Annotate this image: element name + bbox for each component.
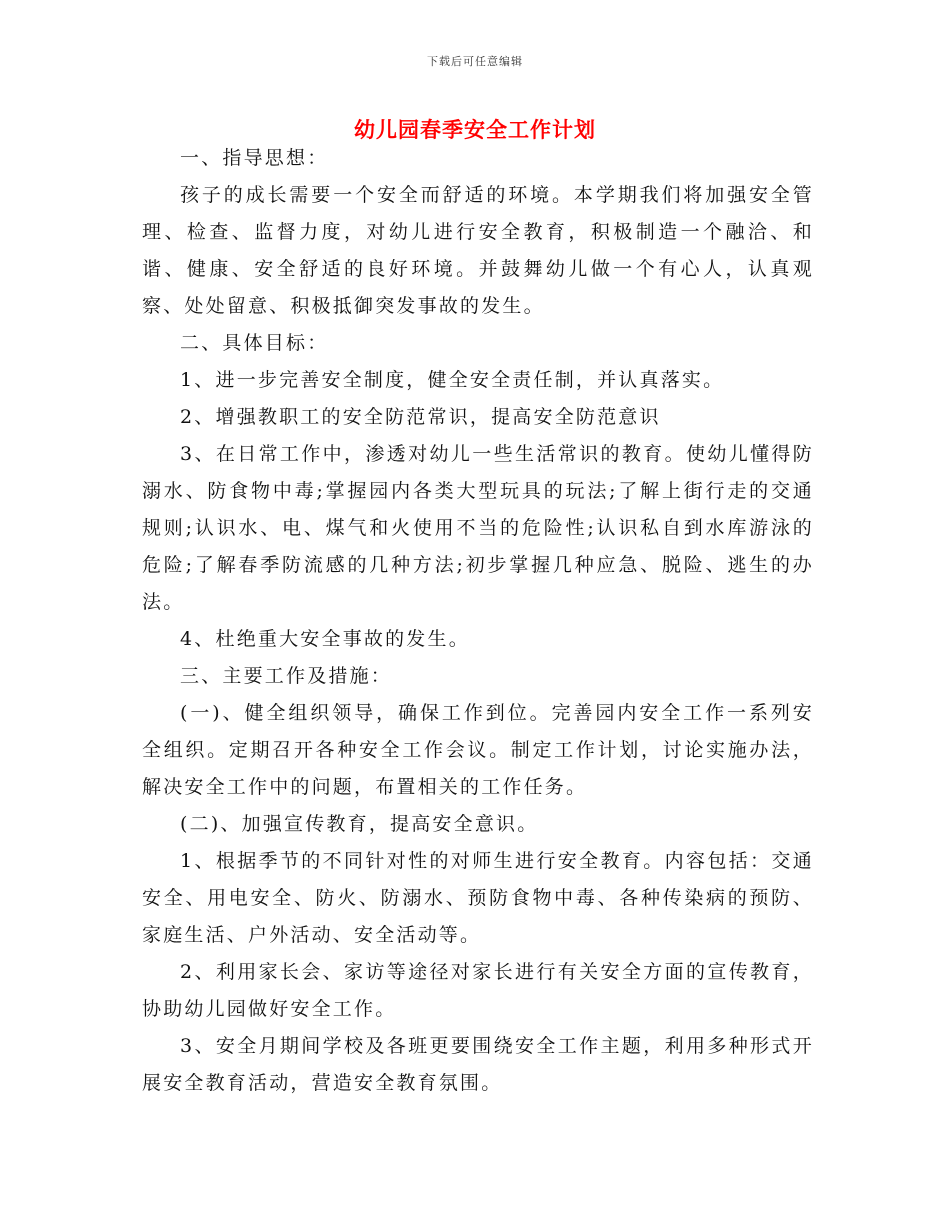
subsection-heading: (二)、加强宣传教育，提高安全意识。 — [180, 813, 539, 835]
paragraph: 2、增强教职工的安全防范常识，提高安全防范意识 — [180, 406, 661, 428]
document-title: 幼儿园春季安全工作计划 — [354, 117, 596, 142]
paragraph: 孩子的成长需要一个安全而舒适的环境。本学期我们将加强安全管理、检查、监督力度，对幼儿进行安全教育，积极制造一个融洽、和谐、健康、安全舒适的良好环境。并鼓舞幼儿做一个有心人，认真观察、处处留意、积极抵御突发事故的发生。 — [142, 184, 814, 317]
paragraph: 3、在日常工作中，渗透对幼儿一些生活常识的教育。使幼儿懂得防溺水、防食物中毒;掌握园内各类大型玩具的玩法;了解上街行走的交通规则;认识水、电、煤气和火使用不当的危险性;认识私自到水库游泳的危险;了解春季防流感的几种方法;初步掌握几种应急、脱险、逃生的办法。 — [142, 443, 814, 613]
paragraph: 1、根据季节的不同针对性的对师生进行安全教育。内容包括：交通安全、用电安全、防火、防溺水、预防食物中毒、各种传染病的预防、家庭生活、户外活动、安全活动等。 — [142, 850, 814, 946]
paragraph: 1、进一步完善安全制度，健全安全责任制，并认真落实。 — [180, 369, 725, 391]
paragraph: 4、杜绝重大安全事故的发生。 — [180, 628, 470, 650]
paragraph: 3、安全月期间学校及各班更要围绕安全工作主题，利用多种形式开展安全教育活动，营造安全教育氛围。 — [142, 1035, 814, 1094]
paragraph: (一)、健全组织领导，确保工作到位。完善园内安全工作一系列安全组织。定期召开各种安全工作会议。制定工作计划，讨论实施办法，解决安全工作中的问题，布置相关的工作任务。 — [142, 702, 814, 798]
section-heading-main-work: 三、主要工作及措施： — [180, 665, 393, 687]
header-note: 下载后可任意编辑 — [427, 55, 523, 68]
paragraph: 2、利用家长会、家访等途径对家长进行有关安全方面的宣传教育，协助幼儿园做好安全工作。 — [142, 961, 814, 1020]
section-heading-specific-goals: 二、具体目标： — [180, 332, 329, 354]
document-body — [142, 140, 814, 1102]
section-heading-guiding-ideology: 一、指导思想： — [180, 147, 329, 169]
